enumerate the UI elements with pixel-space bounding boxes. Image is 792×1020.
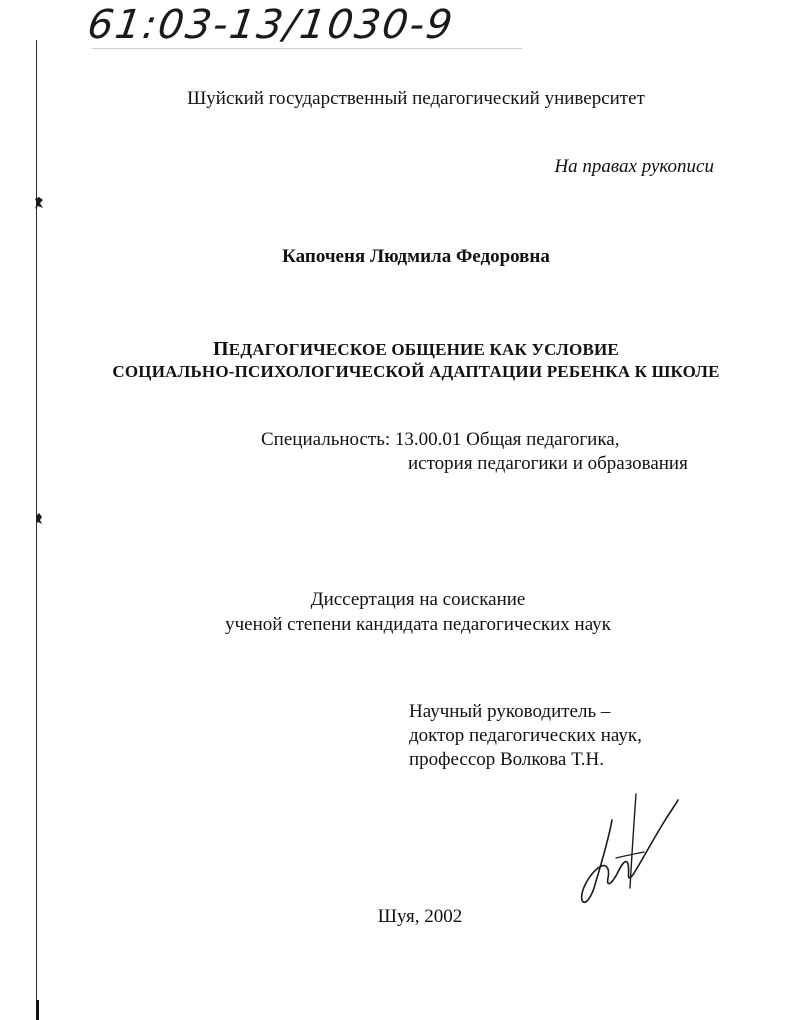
author-name: Капоченя Людмила Федоровна: [282, 246, 550, 267]
rights-notice: На правах рукописи: [554, 156, 714, 177]
scan-speck-icon: [34, 196, 44, 210]
supervisor-block: [409, 700, 642, 772]
dissertation-block: [0, 587, 792, 637]
signature-icon: [572, 792, 682, 912]
scan-speck-icon: [34, 512, 44, 526]
title-first-letter: П: [213, 338, 229, 360]
supervisor-line-1: Научный руководитель –: [409, 701, 611, 722]
dissertation-title-line-1: [0, 338, 792, 361]
dissertation-title-line-2: СОЦИАЛЬНО-ПСИХОЛОГИЧЕСКОЙ АДАПТАЦИИ РЕБЕНКА К ШКОЛЕ: [112, 362, 720, 381]
title-line-1-text: ЕДАГОГИЧЕСКОЕ ОБЩЕНИЕ КАК УСЛОВИЕ: [228, 340, 619, 359]
scan-artifact-line: [92, 48, 522, 49]
archive-code-handwritten: 61:03-13/1030-9: [84, 2, 457, 48]
specialty-line-2: история педагогики и образования: [408, 453, 688, 474]
supervisor-line-2: доктор педагогических наук,: [409, 725, 642, 746]
university-name: Шуйский государственный педагогический университет: [187, 88, 645, 109]
specialty-block: [261, 428, 688, 476]
dissertation-line-2: ученой степени кандидата педагогических наук: [225, 614, 611, 635]
scan-edge-line: [36, 40, 37, 1015]
supervisor-line-3: профессор Волкова Т.Н.: [409, 749, 605, 770]
scan-edge-mark: [36, 1000, 39, 1020]
dissertation-line-1: Диссертация на соискание: [310, 589, 526, 610]
city-year: Шуя, 2002: [377, 906, 463, 927]
specialty-line-1: Специальность: 13.00.01 Общая педагогика,: [261, 429, 620, 450]
